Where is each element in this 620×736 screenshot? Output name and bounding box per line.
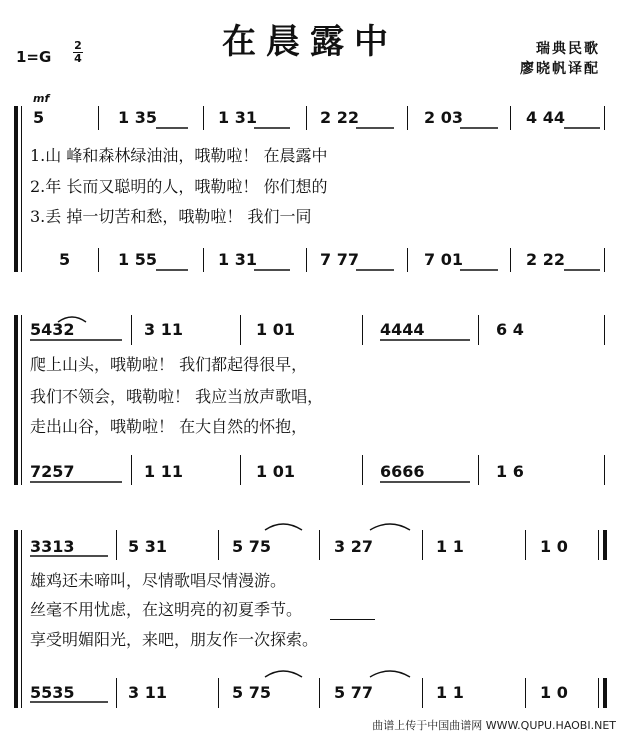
melody-measure: 5 75: [232, 537, 271, 556]
melody-measure: 3 11: [144, 320, 183, 339]
site-footer: 曲谱上传于中国曲谱网 WWW.QUPU.HAOBI.NET: [372, 719, 616, 732]
bass-measure: 1 0: [540, 683, 568, 702]
time-signature-top: 2: [74, 39, 82, 52]
time-signature-bottom: 4: [74, 52, 82, 65]
bass-measure: 1 1: [436, 683, 464, 702]
bass-measure: 7257: [30, 462, 75, 481]
bass-measure: 5 75: [232, 683, 271, 702]
melody-measure: 4 44: [526, 108, 565, 127]
melody-measure: 6 4: [496, 320, 524, 339]
slur: [370, 524, 410, 530]
melody-measure: 1 35: [118, 108, 157, 127]
bass-measure: 1 11: [144, 462, 183, 481]
bass-measure: 1 55: [118, 250, 157, 269]
slur: [265, 671, 302, 677]
lyric-line: 雄鸡还未啼叫，尽情歌唱尽情漫游。: [30, 571, 287, 590]
melody-measure: 3313: [30, 537, 75, 556]
bass-measure: 5535: [30, 683, 75, 702]
melody-measure: 2 22: [320, 108, 359, 127]
melody-measure: 1 31: [218, 108, 257, 127]
melody-measure: 1 0: [540, 537, 568, 556]
bass-measure: 5 77: [334, 683, 373, 702]
lyric-line: 1.山 峰和森林绿油油，哦勒啦！ 在晨露中: [30, 146, 328, 165]
lyric-line: 2.年 长而又聪明的人，哦勒啦！ 你们想的: [30, 177, 328, 196]
key-signature: 1=G: [16, 48, 52, 66]
tempo-mark: mf: [33, 92, 50, 105]
bass-measure: 1 31: [218, 250, 257, 269]
bass-measure: 1 6: [496, 462, 524, 481]
melody-measure: 2 03: [424, 108, 463, 127]
melody-measure: 5 31: [128, 537, 167, 556]
lyric-line: 丝毫不用忧虑，在这明亮的初夏季节。: [30, 600, 303, 619]
slur: [370, 671, 410, 677]
slur: [58, 317, 86, 322]
melody-measure: 3 27: [334, 537, 373, 556]
slur: [265, 524, 302, 530]
bass-measure: 1 01: [256, 462, 295, 481]
melody-measure: 5: [33, 108, 45, 127]
composer-credit: 瑞典民歌: [536, 41, 600, 57]
melody-measure: 5432: [30, 320, 75, 339]
bass-measure: 7 01: [424, 250, 463, 269]
page-title: 在晨露中: [222, 22, 398, 62]
bass-measure: 5: [59, 250, 71, 269]
bass-measure: 2 22: [526, 250, 565, 269]
lyric-line: 享受明媚阳光，来吧，朋友作一次探索。: [30, 630, 319, 649]
translator-credit: 廖晓帆译配: [520, 61, 600, 77]
melody-measure: 4444: [380, 320, 425, 339]
lyric-line: 3.丢 掉一切苦和愁，哦勒啦！ 我们一同: [30, 207, 312, 226]
bass-measure: 6666: [380, 462, 425, 481]
lyric-line: 爬上山头，哦勒啦！ 我们都起得很早，: [30, 355, 308, 374]
lyric-line: 走出山谷，哦勒啦！ 在大自然的怀抱，: [30, 417, 308, 436]
melody-measure: 1 1: [436, 537, 464, 556]
melody-measure: 1 01: [256, 320, 295, 339]
bass-measure: 7 77: [320, 250, 359, 269]
lyric-line: 我们不领会，哦勒啦！ 我应当放声歌唱，: [30, 387, 324, 406]
bass-measure: 3 11: [128, 683, 167, 702]
